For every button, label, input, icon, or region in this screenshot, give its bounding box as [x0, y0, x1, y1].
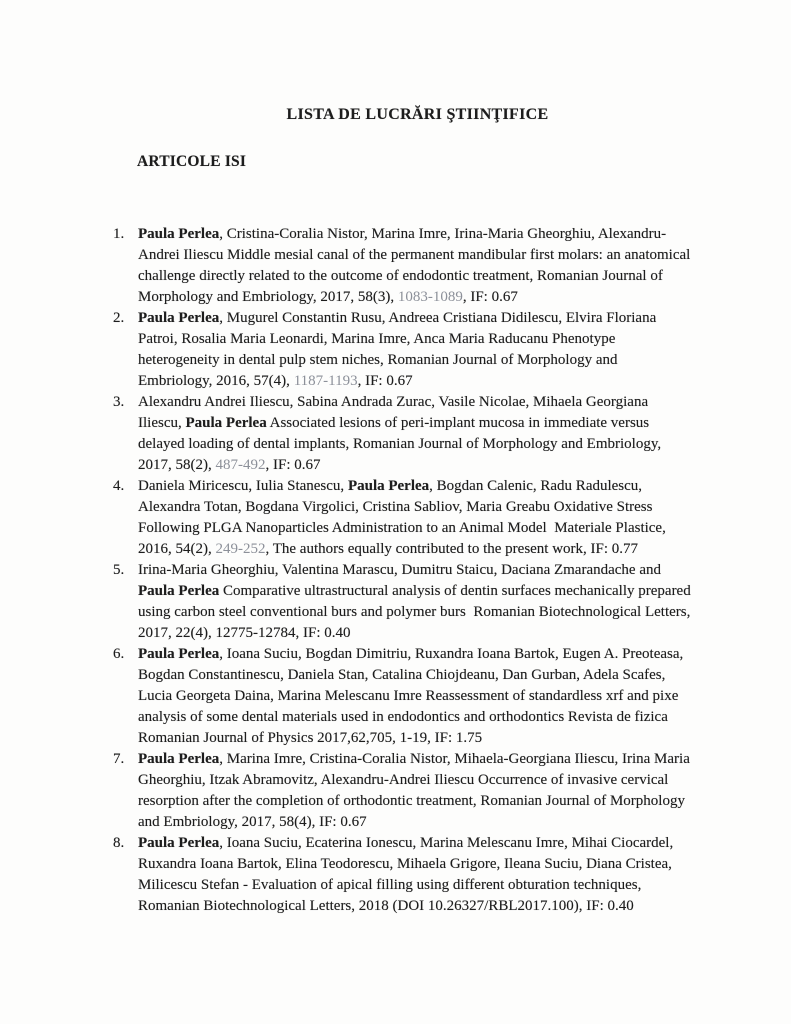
reference-number: 4.	[113, 478, 125, 494]
reference-run: , Ioana Suciu, Bogdan Dimitriu, Ruxandra Ioana Bartok, Eugen A. Preoteasa, Bogdan Constantinescu, Daniela Stan, Catalina Chiojdeanu, Dan Gurban, Adela Scafes, Lucia Georgeta Daina, Marina Melescanu Imre Reassessment of standardless xrf and pixe analysis of some dental materials used in endodontics and orthodontics Revista de fizica Romanian Journal of Physics 2017,62,705, 1-19, IF: 1.75	[138, 646, 688, 746]
reference-run: , Mugurel Constantin Rusu, Andreea Cristiana Didilescu, Elvira Floriana Patroi, Rosalia Maria Leonardi, Marina Imre, Anca Maria Raducanu Phenotype heterogeneity in dental pulp stem niches, Romanian Journal of Morphology and Embriology, 2016, 57(4),	[138, 310, 660, 389]
page-range: 1187-1193	[293, 373, 358, 389]
reference-run: Alexandru Andrei Iliescu, Sabina Andrada Zurac, Vasile Nicolae, Mihaela Georgiana Iliescu,	[138, 394, 652, 431]
reference-text	[138, 833, 693, 917]
reference-item	[113, 308, 693, 392]
reference-text	[138, 224, 693, 308]
author-highlight: Paula Perlea	[347, 478, 430, 494]
author-highlight: Paula Perlea	[138, 751, 220, 767]
author-highlight: Paula Perlea	[138, 226, 220, 242]
reference-text	[138, 308, 693, 392]
reference-text	[138, 749, 693, 833]
reference-run: , Marina Imre, Cristina-Coralia Nistor, Mihaela-Georgiana Iliescu, Irina Maria Gheorghiu, Itzak Abramovitz, Alexandru-Andrei Iliescu Occurrence of invasive cervical resorption after the completion of orthodontic treatment, Romanian Journal of Morphology and Embriology, 2017, 58(4), IF: 0.67	[138, 751, 694, 830]
reference-item	[113, 833, 693, 917]
reference-item	[113, 224, 693, 308]
reference-item	[113, 560, 693, 644]
reference-item	[113, 476, 693, 560]
reference-run: , The authors equally contributed to the present work, IF: 0.77	[265, 541, 639, 557]
reference-number: 8.	[113, 835, 125, 851]
reference-item	[113, 392, 693, 476]
reference-number: 7.	[113, 751, 125, 767]
reference-number: 1.	[113, 226, 125, 242]
page-range: 487-492	[215, 457, 266, 473]
reference-item	[113, 749, 693, 833]
reference-text	[138, 560, 693, 644]
reference-number: 3.	[113, 394, 125, 410]
reference-run: Associated lesions of peri-implant mucosa in immediate versus delayed loading of dental implants, Romanian Journal of Morphology and Embriology, 2017, 58(2),	[138, 415, 665, 473]
page-range: 1083-1089	[397, 289, 463, 305]
reference-number: 5.	[113, 562, 125, 578]
section-heading: ARTICOLE ISI	[137, 153, 247, 170]
author-highlight: Paula Perlea	[138, 310, 220, 326]
reference-run: , Ioana Suciu, Ecaterina Ionescu, Marina Melescanu Imre, Mihai Ciocardel, Ruxandra Ioana Bartok, Elina Teodorescu, Mihaela Grigore, Ileana Suciu, Diana Cristea, Milicescu Stefan - Evaluation of apical filling using different obturation techniques, Romanian Biotechnological Letters, 2018 (DOI 10.26327/RBL2017.100), IF: 0.40	[138, 835, 677, 914]
reference-run: , IF: 0.67	[357, 373, 413, 389]
reference-text	[138, 392, 693, 476]
reference-run: Daniela Miricescu, Iulia Stanescu,	[138, 478, 348, 494]
reference-run: , Cristina-Coralia Nistor, Marina Imre, Irina-Maria Gheorghiu, Alexandru-Andrei Iliescu Middle mesial canal of the permanent mandibular first molars: an anatomical challenge directly related to the outcome of endodontic treatment, Romanian Journal of Morphology and Embriology, 2017, 58(3),	[138, 226, 695, 305]
reference-number: 6.	[113, 646, 125, 662]
author-highlight: Paula Perlea	[185, 415, 267, 431]
page-range: 249-252	[215, 541, 266, 557]
author-highlight: Paula Perlea	[138, 583, 220, 599]
reference-list	[0, 224, 791, 917]
reference-text	[138, 476, 693, 560]
reference-item	[113, 644, 693, 749]
reference-run: Irina-Maria Gheorghiu, Valentina Marascu, Dumitru Staicu, Daciana Zmarandache and	[138, 562, 665, 578]
reference-run: , IF: 0.67	[462, 289, 518, 305]
reference-run: , Bogdan Calenic, Radu Radulescu, Alexandra Totan, Bogdana Virgolici, Cristina Sabliov, Maria Greabu Oxidative Stress Following PLGA Nanoparticles Administration to an Animal Model Materiale Plastice, 2016, 54(2),	[138, 478, 670, 557]
reference-run: , IF: 0.67	[265, 457, 321, 473]
document-title: LISTA DE LUCRĂRI ŞTIINŢIFICE	[286, 106, 549, 123]
author-highlight: Paula Perlea	[138, 646, 220, 662]
author-highlight: Paula Perlea	[138, 835, 220, 851]
reference-number: 2.	[113, 310, 125, 326]
reference-text	[138, 644, 693, 749]
reference-run: Comparative ultrastructural analysis of dentin surfaces mechanically prepared using carbon steel conventional burs and polymer burs Romanian Biotechnological Letters, 2017, 22(4), 12775-12784, IF: 0.40	[138, 583, 695, 641]
